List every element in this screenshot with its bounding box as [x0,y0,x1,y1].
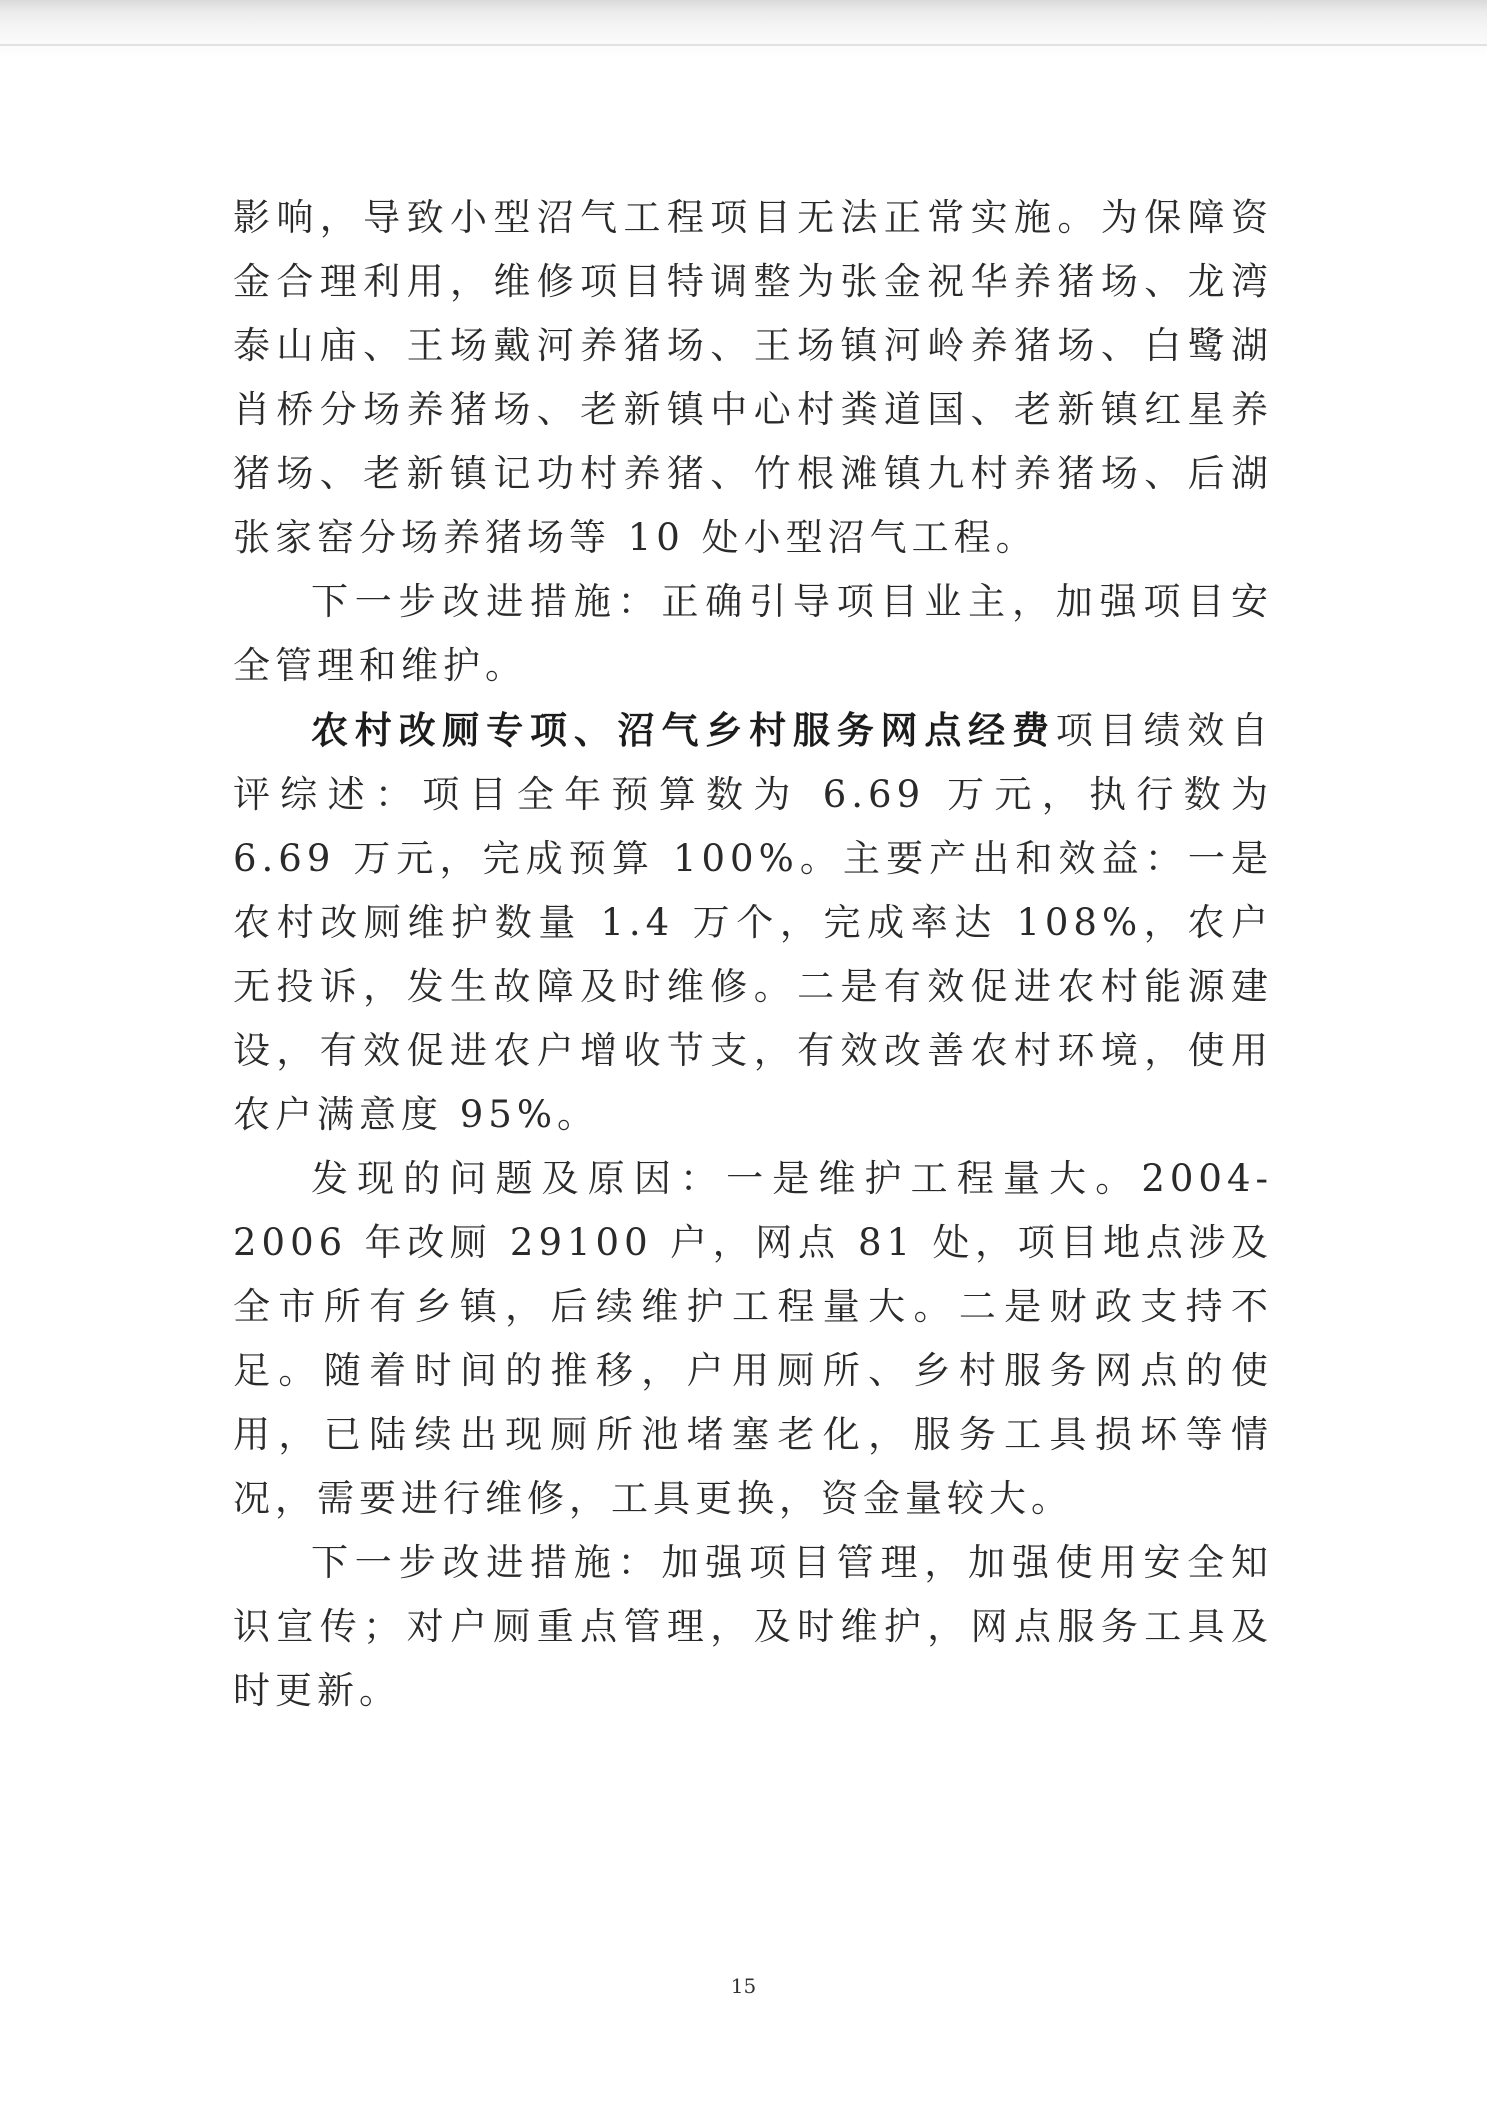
scan-edge-shadow [0,0,1487,58]
paragraph-problems-causes [233,1147,1273,1531]
paragraph-project-adjustment [233,186,1273,570]
page-number: 15 [730,1974,757,1998]
paragraph-toilet-project-summary [233,698,1273,1147]
paragraph-text: 影响，导致小型沼气工程项目无法正常实施。为保障资金合理利用，维修项目特调整为张金祝华养猪场、龙湾泰山庙、王场戴河养猪场、王场镇河岭养猪场、白鹭湖肖桥分场养猪场、老新镇中心村粪道国、老新镇红星养猪场、老新镇记功村养猪、竹根滩镇九村养猪场、后湖张家窑分场养猪场等 10 处小型沼气工程。 [233,196,1273,559]
document-body [233,186,1273,1723]
paragraph-text: 项目绩效自评综述：项目全年预算数为 6.69 万元，执行数为 6.69 万元，完成预算 100%。主要产出和效益：一是农村改厕维护数量 1.4 万个，完成率达 108%，农户无投诉，发生故障及时维修。二是有效促进农村能源建设，有效促进农户增收节支，有效改善农村环境，使用农户满意度 95%。 [233,709,1274,1136]
paragraph-improvement-biogas [233,570,1273,698]
paragraph-text: 下一步改进措施：加强项目管理，加强使用安全知识宣传；对户厕重点管理，及时维护，网点服务工具及时更新。 [233,1541,1273,1712]
paragraph-improvement-toilet [233,1531,1273,1723]
project-name-bold: 农村改厕专项、沼气乡村服务网点经费 [311,708,1056,752]
scan-edge-line [0,44,1487,46]
paragraph-text: 发现的问题及原因：一是维护工程量大。2004-2006 年改厕 29100 户，网点 81 处，项目地点涉及全市所有乡镇，后续维护工程量大。二是财政支持不足。随着时间的推移，户用厕所、乡村服务网点的使用，已陆续出现厕所池堵塞老化，服务工具损坏等情况，需要进行维修，工具更换，资金量较大。 [233,1157,1273,1520]
paragraph-text: 下一步改进措施：正确引导项目业主，加强项目安全管理和维护。 [233,580,1273,687]
